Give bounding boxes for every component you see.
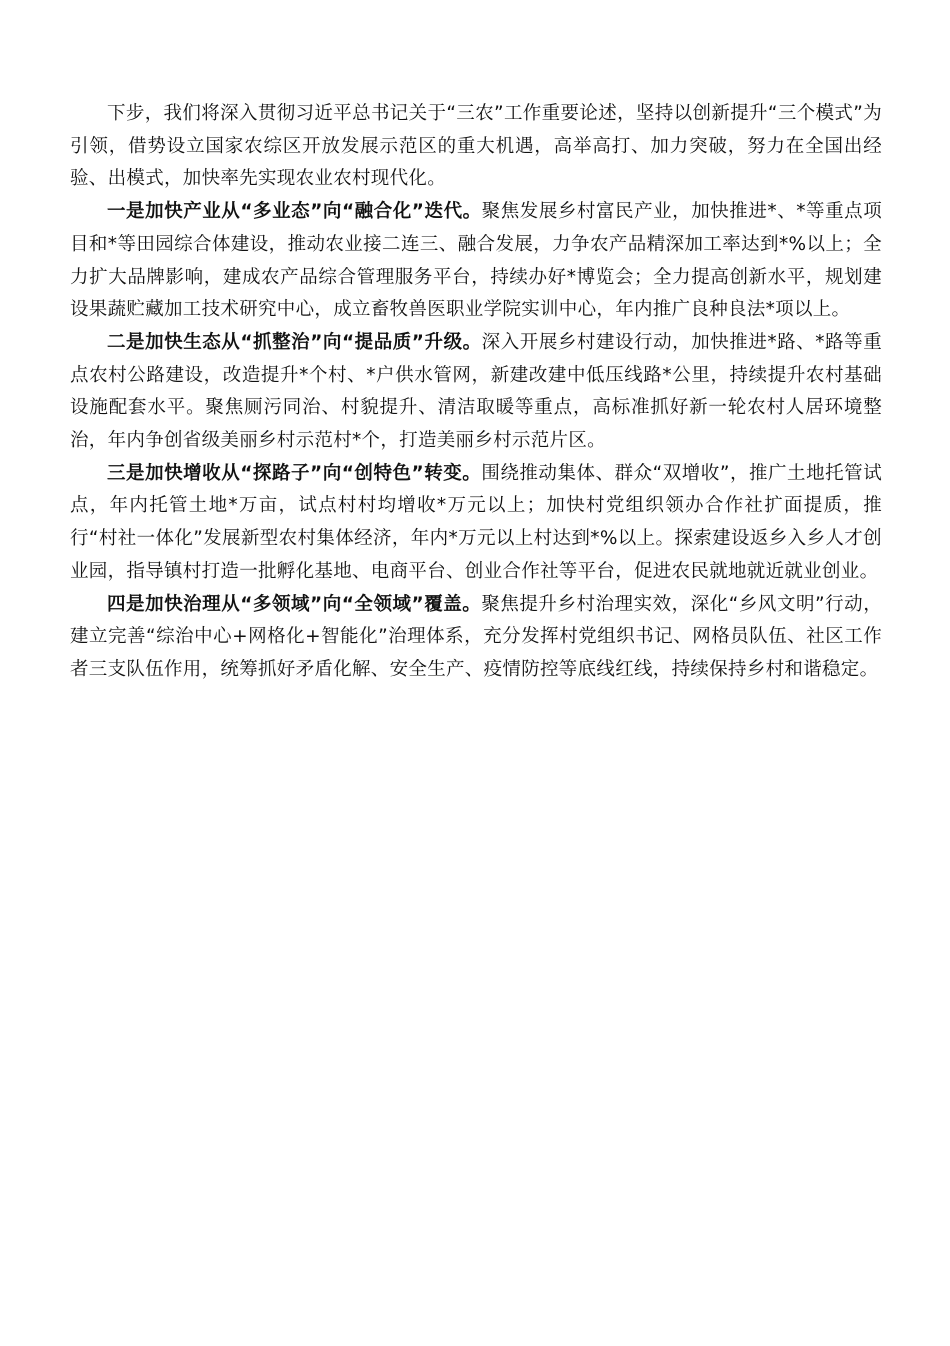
- document-page: [70, 98, 882, 687]
- paragraph-body: 围绕推动集体、群众“双增收”，推广土地托管试点，年内托管土地*万亩，试点村村均增收*万元以上；加快村党组织领办合作社扩面提质，推行“村社一体化”发展新型农村集体经济，年内*万元以上村达到*%以上。探索建设返乡入乡人才创业园，指导镇村打造一批孵化基地、电商平台、创业合作社等平台，促进农民就地就近就业创业。: [70, 462, 882, 582]
- paragraph-lead: 一是加快产业从“多业态”向“融合化”迭代。: [107, 201, 482, 223]
- paragraph-body: 深入开展乡村建设行动，加快推进*路、*路等重点农村公路建设，改造提升*个村、*户供水管网，新建改建中低压线路*公里，持续提升农村基础设施配套水平。聚焦厕污同治、村貌提升、清洁取暖等重点，高标准抓好新一轮农村人居环境整治，年内争创省级美丽乡村示范村*个，打造美丽乡村示范片区。: [70, 331, 883, 452]
- paragraph-body: 聚焦提升乡村治理实效，深化“乡风文明”行动，建立完善“综治中心+网格化+智能化”治理体系，充分发挥村党组织书记、网格员队伍、社区工作者三支队伍作用，统筹抓好矛盾化解、安全生产、疫情防控等底线红线，持续保持乡村和谐稳定。: [70, 593, 882, 680]
- paragraph-governance: [70, 589, 882, 687]
- paragraph-income: [70, 458, 882, 589]
- paragraph-ecology: [70, 327, 882, 458]
- paragraph-lead: 二是加快生态从“抓整治”向“提品质”升级。: [107, 331, 482, 353]
- paragraph-intro: [70, 98, 882, 196]
- paragraph-industry: [70, 196, 882, 327]
- paragraph-lead: 三是加快增收从“探路子”向“创特色”转变。: [107, 462, 482, 484]
- paragraph-lead: 四是加快治理从“多领域”向“全领域”覆盖。: [107, 593, 482, 615]
- paragraph-body: 下步，我们将深入贯彻习近平总书记关于“三农”工作重要论述，坚持以创新提升“三个模式”为引领，借势设立国家农综区开放发展示范区的重大机遇，高举高打、加力突破，努力在全国出经验、出模式，加快率先实现农业农村现代化。: [70, 103, 882, 190]
- paragraph-body: 聚焦发展乡村富民产业，加快推进*、*等重点项目和*等田园综合体建设，推动农业接二连三、融合发展，力争农产品精深加工率达到*%以上；全力扩大品牌影响，建成农产品综合管理服务平台，持续办好*博览会；全力提高创新水平，规划建设果蔬贮藏加工技术研究中心，成立畜牧兽医职业学院实训中心，年内推广良种良法*项以上。: [70, 201, 883, 321]
